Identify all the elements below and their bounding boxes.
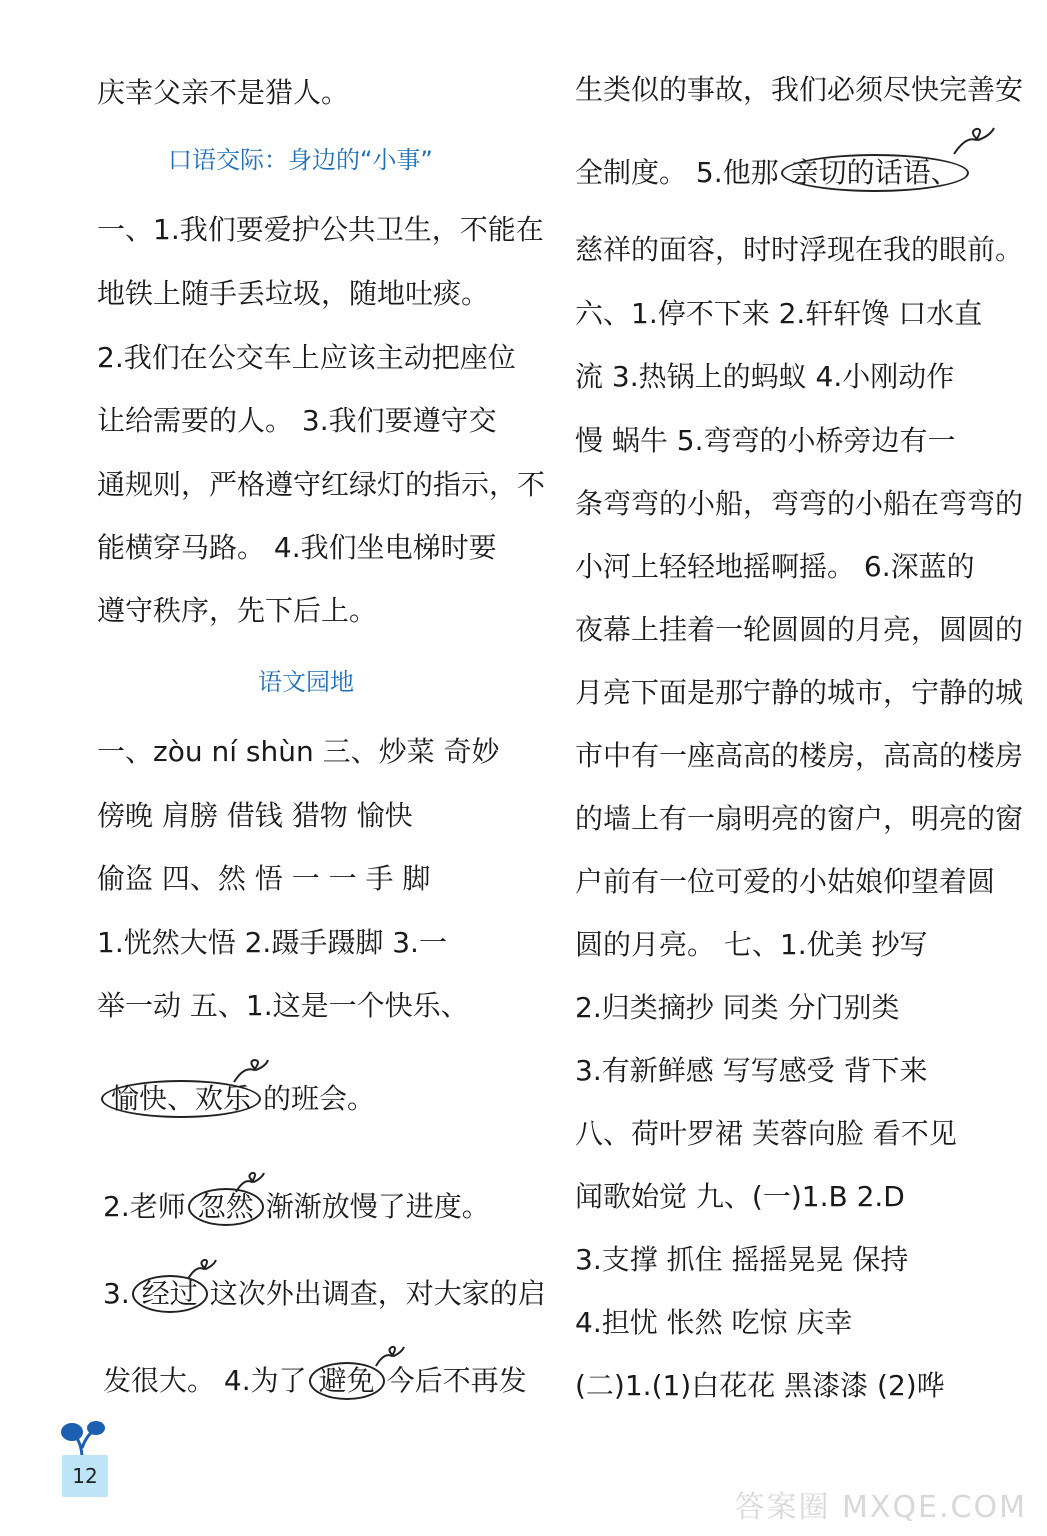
text-line bbox=[99, 1080, 375, 1118]
text-line bbox=[575, 154, 971, 192]
text-line: 流 3.热锅上的蚂蚁 4.小刚动作 bbox=[575, 360, 955, 393]
text-line: 圆的月亮。 七、1.优美 抄写 bbox=[575, 928, 928, 961]
text-fragment: 渐渐放慢了进度。 bbox=[265, 1190, 490, 1223]
text-line: 夜幕上挂着一轮圆圆的月亮，圆圆的 bbox=[575, 613, 1024, 646]
curl-mark-icon bbox=[186, 1257, 220, 1281]
text-line: 小河上轻轻地摇啊摇。 6.深蓝的 bbox=[575, 550, 975, 583]
section-heading-garden: 语文园地 bbox=[258, 668, 354, 696]
text-line: 地铁上随手丢垃圾，随地吐痰。 bbox=[97, 277, 490, 310]
text-line: 举一动 五、1.这是一个快乐、 bbox=[97, 989, 469, 1022]
text-line: (二)1.(1)白花花 黑漆漆 (2)哗 bbox=[575, 1369, 945, 1402]
watermark: 答案圈 MXQE.COM bbox=[734, 1490, 1027, 1525]
text-line: 4.担忧 怅然 吃惊 庆幸 bbox=[575, 1306, 853, 1339]
curl-mark-icon bbox=[374, 1344, 408, 1368]
text-fragment: 的班会。 bbox=[263, 1082, 376, 1115]
text-line: 八、荷叶罗裙 芙蓉向脸 看不见 bbox=[575, 1117, 957, 1150]
plant-icon bbox=[58, 1418, 110, 1458]
text-line: 月亮下面是那宁静的城市，宁静的城 bbox=[575, 676, 1024, 709]
text-line: 2.我们在公交车上应该主动把座位 bbox=[97, 341, 516, 374]
text-line: 慢 蜗牛 5.弯弯的小桥旁边有一 bbox=[575, 424, 956, 457]
text-fragment: 3. bbox=[103, 1277, 130, 1310]
text-line: 庆幸父亲不是猎人。 bbox=[97, 76, 350, 109]
text-fragment: 发很大。 4.为了 bbox=[103, 1364, 307, 1397]
curl-mark-icon bbox=[234, 1170, 268, 1194]
text-line: 让给需要的人。 3.我们要遵守交 bbox=[97, 404, 497, 437]
text-line: 3.支撑 抓住 摇摇晃晃 保持 bbox=[575, 1243, 909, 1276]
text-fragment: 2.老师 bbox=[103, 1190, 186, 1223]
text-line: 六、1.停不下来 2.轩轩馋 口水直 bbox=[575, 297, 983, 330]
text-line: 偷盗 四、然 悟 一 一 手 脚 bbox=[97, 862, 431, 895]
text-line: 条弯弯的小船，弯弯的小船在弯弯的 bbox=[575, 487, 1024, 520]
text-line bbox=[103, 1362, 527, 1400]
text-line: 能横穿马路。 4.我们坐电梯时要 bbox=[97, 531, 497, 564]
text-line: 户前有一位可爱的小姑娘仰望着圆 bbox=[575, 865, 996, 898]
text-line bbox=[103, 1188, 490, 1226]
section-heading-oral: 口语交际：身边的“小事” bbox=[168, 146, 433, 174]
curl-mark-icon bbox=[952, 124, 998, 156]
text-line: 闻歌始觉 九、(一)1.B 2.D bbox=[575, 1180, 905, 1213]
text-line: 傍晚 肩膀 借钱 猎物 愉快 bbox=[97, 799, 413, 832]
curl-mark-icon bbox=[232, 1056, 272, 1084]
text-line: 通规则，严格遵守红绿灯的指示，不 bbox=[97, 468, 546, 501]
text-line: 的墙上有一扇明亮的窗户，明亮的窗 bbox=[575, 802, 1024, 835]
circled-answer: 忽然 bbox=[188, 1188, 264, 1226]
text-line: 一、zòu ní shùn 三、炒菜 奇妙 bbox=[97, 735, 500, 768]
circled-answer: 愉快、欢乐 bbox=[101, 1080, 261, 1118]
text-fragment: 今后不再发 bbox=[386, 1364, 527, 1397]
circled-answer: 避免 bbox=[309, 1362, 385, 1400]
text-line bbox=[103, 1275, 546, 1313]
text-line: 遵守秩序，先下后上。 bbox=[97, 594, 378, 627]
text-fragment: 这次外出调查，对大家的启 bbox=[209, 1277, 546, 1310]
text-line: 一、1.我们要爱护公共卫生，不能在 bbox=[97, 213, 544, 246]
circled-answer: 经过 bbox=[132, 1275, 208, 1313]
text-line: 3.有新鲜感 写写感受 背下来 bbox=[575, 1054, 928, 1087]
circled-answer: 亲切的话语、 bbox=[781, 154, 969, 192]
text-line: 市中有一座高高的楼房，高高的楼房 bbox=[575, 739, 1024, 772]
text-line: 1.恍然大悟 2.蹑手蹑脚 3.一 bbox=[97, 926, 447, 959]
page-number: 12 bbox=[62, 1455, 108, 1497]
text-line: 慈祥的面容，时时浮现在我的眼前。 bbox=[575, 233, 1024, 266]
text-line: 生类似的事故，我们必须尽快完善安 bbox=[575, 73, 1024, 106]
text-line: 2.归类摘抄 同类 分门别类 bbox=[575, 991, 900, 1024]
text-fragment: 全制度。 5.他那 bbox=[575, 156, 779, 189]
